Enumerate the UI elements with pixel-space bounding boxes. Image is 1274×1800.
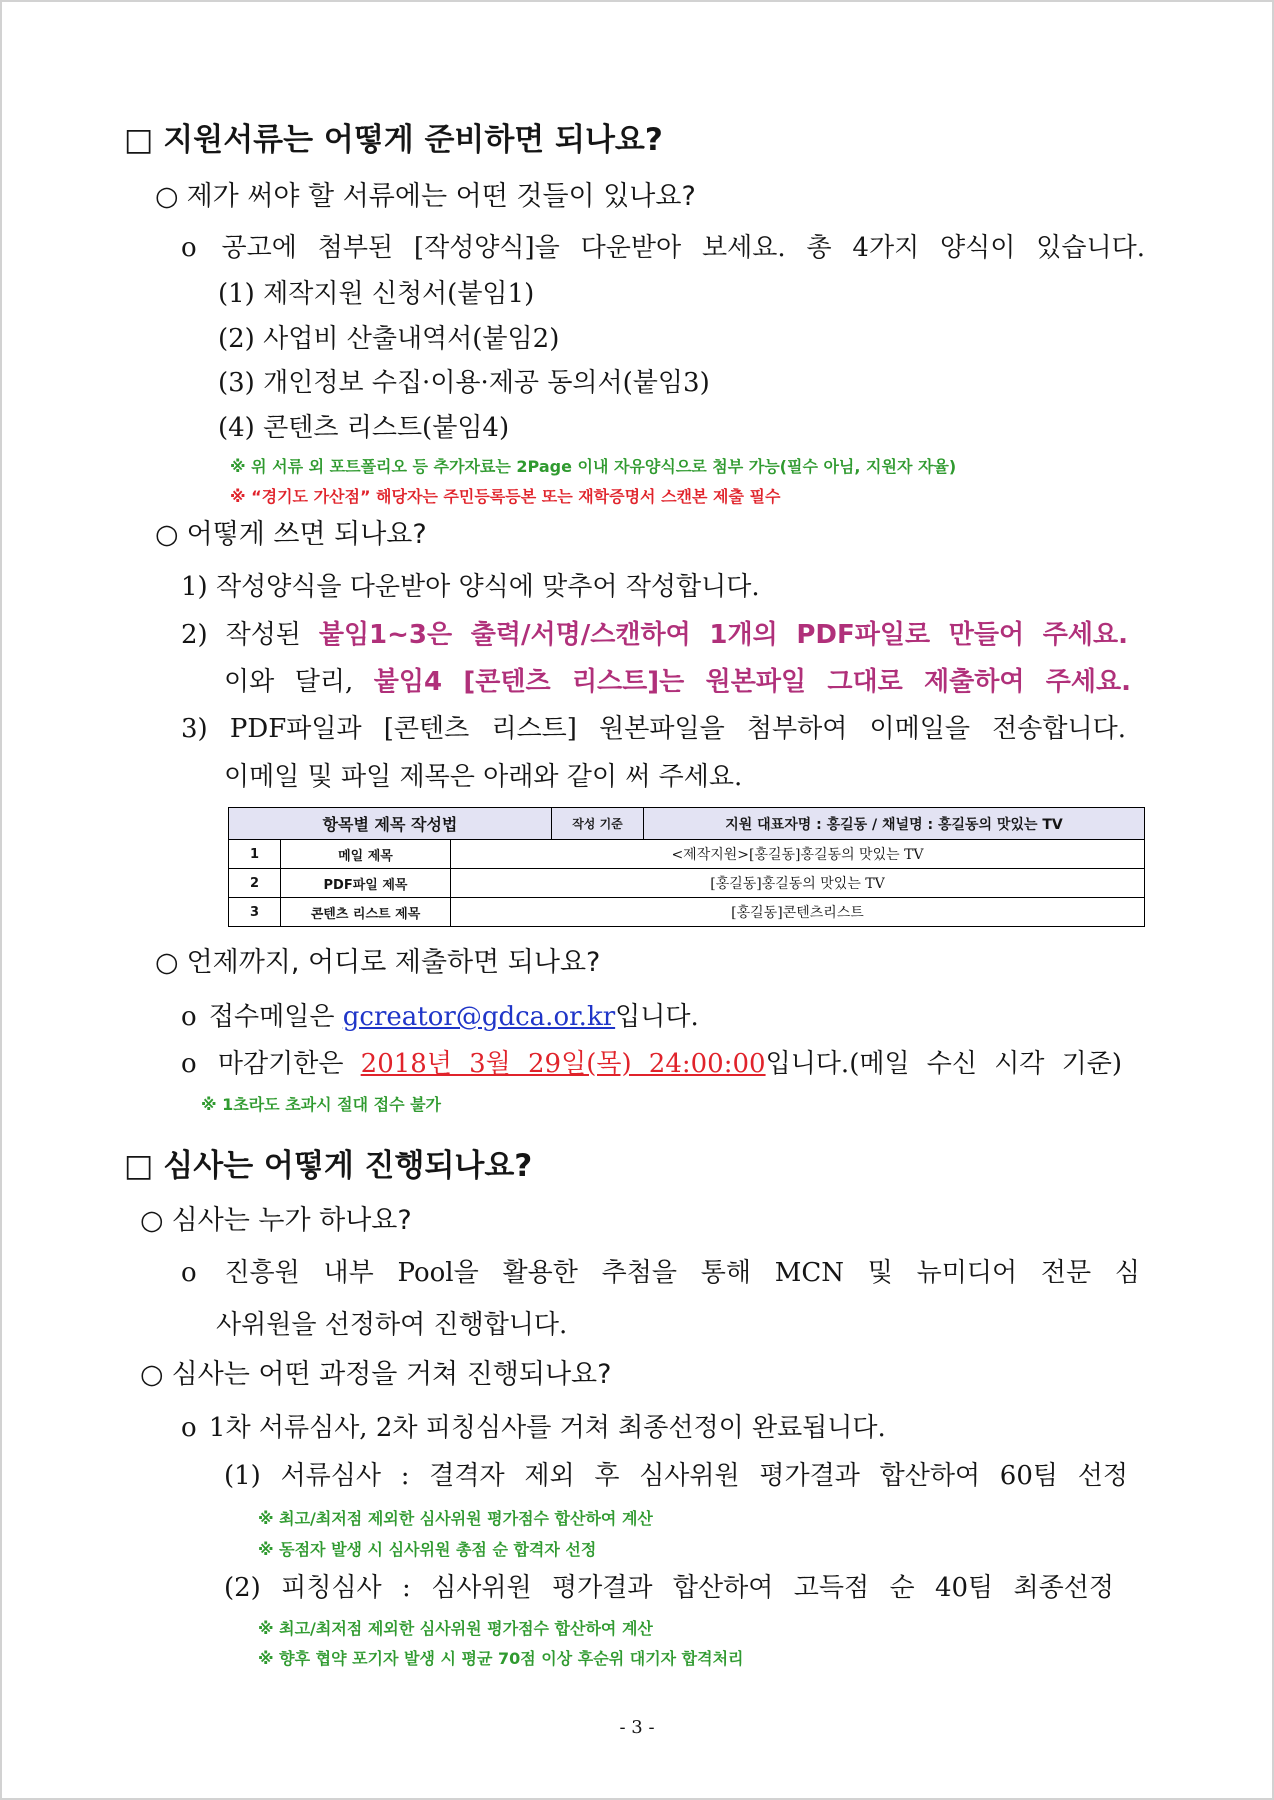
question-documents: [155, 179, 696, 215]
deadline-suffix: 입니다.(메일 수신 시각 기준): [765, 1049, 1123, 1079]
table-header-cell: 지원 대표자명 : 홍길동 / 채널명 : 홍길동의 맛있는 TV: [725, 816, 1063, 833]
step-text: 작성된: [225, 620, 301, 650]
question-process: [140, 1357, 611, 1393]
table-cell-value: [홍길동]홍길동의 맛있는 TV: [710, 876, 885, 892]
table-cell-value: [홍길동]콘텐츠리스트: [731, 905, 864, 921]
table-cell-number: 1: [229, 840, 281, 868]
table-cell-number: 3: [229, 898, 281, 926]
stage-document-review: (1) 서류심사 : 결격자 제외 후 심사위원 평가결과 합산하여 60팀 선정: [224, 1461, 1128, 1491]
question-text: 심사는 어떤 과정을 거쳐 진행되나요?: [171, 1359, 612, 1390]
step-1: [181, 569, 760, 605]
step-3-continuation: 이메일 및 파일 제목은 아래와 같이 써 주세요.: [224, 762, 743, 792]
note-optional-materials: ※ 위 서류 외 포트폴리오 등 추가자료는 2Page 이내 자유양식으로 첨부 가능(필수 아님, 지원자 자율): [230, 457, 957, 476]
form-item: (3) 개인정보 수집·이용·제공 동의서(붙임3): [218, 368, 710, 398]
step-highlight: 붙임1~3은 출력/서명/스캔하여 1개의 PDF파일로 만들어 주세요.: [318, 620, 1129, 650]
section-heading-application: [124, 120, 663, 160]
circle-bullet-icon: ○: [155, 519, 179, 550]
page-number: - 3 -: [619, 1717, 655, 1738]
stage-note: ※ 최고/최저점 제외한 심사위원 평가점수 합산하여 계산: [258, 1619, 653, 1638]
note-required-document: ※ “경기도 가산점” 해당자는 주민등록등본 또는 재학증명서 스캔본 제출 필수: [230, 487, 781, 506]
step-highlight: 붙임4 [콘텐츠 리스트]는 원본파일 그대로 제출하여 주세요.: [373, 667, 1132, 697]
form-item: (2) 사업비 산출내역서(붙임2): [218, 324, 560, 354]
note-deadline-strict: ※ 1초라도 초과시 절대 접수 불가: [201, 1095, 442, 1114]
question-text: 제가 써야 할 서류에는 어떤 것들이 있나요?: [186, 181, 696, 212]
section-title: 심사는 어떻게 진행되나요?: [163, 1148, 533, 1184]
stage-note: ※ 최고/최저점 제외한 심사위원 평가점수 합산하여 계산: [258, 1509, 653, 1528]
circle-bullet-icon: ○: [155, 181, 179, 212]
table-header-row: [229, 808, 1144, 840]
reviewers-line-2: 사위원을 선정하여 진행합니다.: [216, 1310, 568, 1340]
stage-note: ※ 향후 협약 포기자 발생 시 평균 70점 이상 후순위 대기자 합격처리: [258, 1649, 744, 1668]
table-header-cell: 항목별 제목 작성법: [229, 808, 552, 839]
step-3: [181, 711, 1126, 747]
step-2: [181, 617, 1128, 653]
bullet-marker: o: [181, 1049, 197, 1079]
documents-intro: [181, 230, 1145, 266]
reviewers-line-1: [181, 1255, 1140, 1291]
submission-deadline-line: [181, 1046, 1122, 1082]
bullet-marker: o: [181, 233, 197, 263]
step-2-continuation: [224, 664, 1131, 700]
step-text: 이와 달리,: [224, 667, 354, 697]
stage-note: ※ 동점자 발생 시 심사위원 총점 순 합격자 선정: [258, 1540, 597, 1559]
circle-bullet-icon: ○: [140, 1205, 164, 1236]
question-text: 언제까지, 어디로 제출하면 되나요?: [186, 947, 601, 978]
step-text: 작성양식을 다운받아 양식에 맞추어 작성합니다.: [215, 572, 760, 602]
email-link[interactable]: gcreator@gdca.or.kr: [342, 1002, 616, 1032]
process-summary: [181, 1410, 886, 1446]
bullet-marker: o: [181, 1002, 197, 1032]
documents-intro-text: 공고에 첨부된 [작성양식]을 다운받아 보세요. 총 4가지 양식이 있습니다.: [221, 233, 1145, 263]
table-cell-label: 콘텐츠 리스트 제목: [281, 898, 451, 926]
question-text: 심사는 누가 하나요?: [171, 1205, 412, 1236]
circle-bullet-icon: ○: [140, 1359, 164, 1390]
square-bullet-icon: □: [124, 122, 154, 158]
email-suffix: 입니다.: [615, 1002, 699, 1032]
deadline-date: 2018년 3월 29일(목) 24:00:00: [360, 1049, 766, 1079]
table-cell-value: <제작지원>[홍길동]홍길동의 맛있는 TV: [671, 847, 924, 863]
table-header-cell: 작성 기준: [552, 808, 644, 839]
bullet-marker: o: [181, 1413, 197, 1443]
step-text: PDF파일과 [콘텐츠 리스트] 원본파일을 첨부하여 이메일을 전송합니다.: [229, 714, 1127, 744]
submission-email-line: [181, 999, 699, 1035]
section-title: 지원서류는 어떻게 준비하면 되나요?: [163, 122, 663, 158]
step-number: 3): [181, 714, 208, 744]
square-bullet-icon: □: [124, 1148, 154, 1184]
question-submission: [155, 945, 600, 981]
bullet-marker: o: [181, 1258, 197, 1288]
stage-pitching-review: (2) 피칭심사 : 심사위원 평가결과 합산하여 고득점 순 40팀 최종선정: [224, 1573, 1114, 1603]
email-prefix: 접수메일은: [208, 1002, 335, 1032]
step-number: 2): [181, 620, 208, 650]
table-row: [229, 869, 1144, 898]
process-text: 1차 서류심사, 2차 피칭심사를 거쳐 최종선정이 완료됩니다.: [208, 1413, 886, 1443]
table-cell-label: PDF파일 제목: [281, 869, 451, 897]
step-number: 1): [181, 572, 208, 602]
table-row: [229, 840, 1144, 869]
title-format-table: [228, 807, 1145, 927]
form-item: (1) 제작지원 신청서(붙임1): [218, 279, 535, 309]
table-cell-label: 메일 제목: [281, 840, 451, 868]
question-reviewers: [140, 1203, 412, 1239]
question-text: 어떻게 쓰면 되나요?: [186, 519, 427, 550]
deadline-prefix: 마감기한은: [217, 1049, 344, 1079]
circle-bullet-icon: ○: [155, 947, 179, 978]
question-howto: [155, 517, 427, 553]
table-row: [229, 898, 1144, 926]
section-heading-review: [124, 1146, 532, 1186]
reviewers-text: 진흥원 내부 Pool을 활용한 추첨을 통해 MCN 및 뉴미디어 전문 심: [224, 1258, 1141, 1288]
table-cell-number: 2: [229, 869, 281, 897]
form-item: (4) 콘텐츠 리스트(붙임4): [218, 413, 510, 443]
